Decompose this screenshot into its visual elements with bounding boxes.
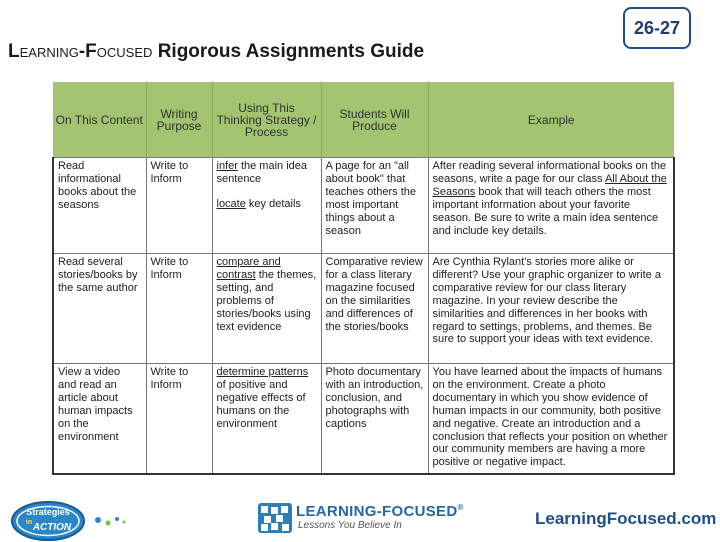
cell-purpose: Write to Inform [146,158,212,254]
logo-line-strategies: Strategies [26,507,70,517]
header-students-will-produce: Students Will Produce [321,82,428,158]
logo-title: LEARNING-FOCUSED® [296,503,464,520]
cell-strategy: infer the main idea sentence locate key details [212,158,321,254]
cell-produce: Photo documentary with an introduction, conclusion, and photographs with captions [321,364,428,474]
cell-content: Read several stories/books by the same author [53,254,146,364]
logo-line-in: in [25,519,33,526]
table-row [53,158,674,254]
cell-purpose: Write to Inform [146,254,212,364]
cell-purpose: Write to Inform [146,364,212,474]
cell-example: Are Cynthia Rylant's stories more alike or different? Use your graphic organizer to write a comparative review for our class literary magazine. In your review describe the similarities and differences in her books with regard to settings, problems, and themes. Be sure to support your ideas with text evidence. [428,254,674,364]
header-content: On This Content [53,82,146,158]
cell-produce: Comparative review for a class literary magazine focused on the similarities and differences of the stories/books [321,254,428,364]
cell-produce: A page for an "all about book" that teaches others the most important things about a season [321,158,428,254]
header-thinking-strategy: Using This Thinking Strategy / Process [212,82,321,158]
cell-content: View a video and read an article about human impacts on the environment [53,364,146,474]
logo-tagline: Lessons You Believe In [298,520,402,531]
assignments-table [52,82,675,475]
cell-example: You have learned about the impacts of humans on the environment. Create a photo documentary in which you show evidence of human impacts in our community, both positive and negative. Create an introduction and a conclusion that reflects your position on whether our community members are having a more positive or negative impact. [428,364,674,474]
cell-example: After reading several informational books on the seasons, write a page for our class All About the Seasons book that will teach others the most important information about your favorite season. Be sure to write a main idea sentence and include key details. [428,158,674,254]
cell-strategy: compare and contrast the themes, setting, and problems of stories/books using text evidence [212,254,321,364]
table-row [53,254,674,364]
header-example: Example [428,82,674,158]
page-title: LEARNING-FOCUSED Rigorous Assignments Guide [8,41,425,62]
page-number-badge: 26-27 [623,7,691,49]
puzzle-icon [258,503,292,533]
cell-content: Read informational books about the seasons [53,158,146,254]
table-row [53,364,674,474]
website-url: LearningFocused.com [535,509,717,528]
cell-strategy: determine patterns of positive and negative effects of humans on the environment [212,364,321,474]
header-writing-purpose: Writing Purpose [146,82,212,158]
strategies-in-action-logo [10,500,128,542]
logo-line-action: ACTION [32,522,72,533]
learning-focused-logo [258,503,464,533]
table-header-row [53,82,674,158]
